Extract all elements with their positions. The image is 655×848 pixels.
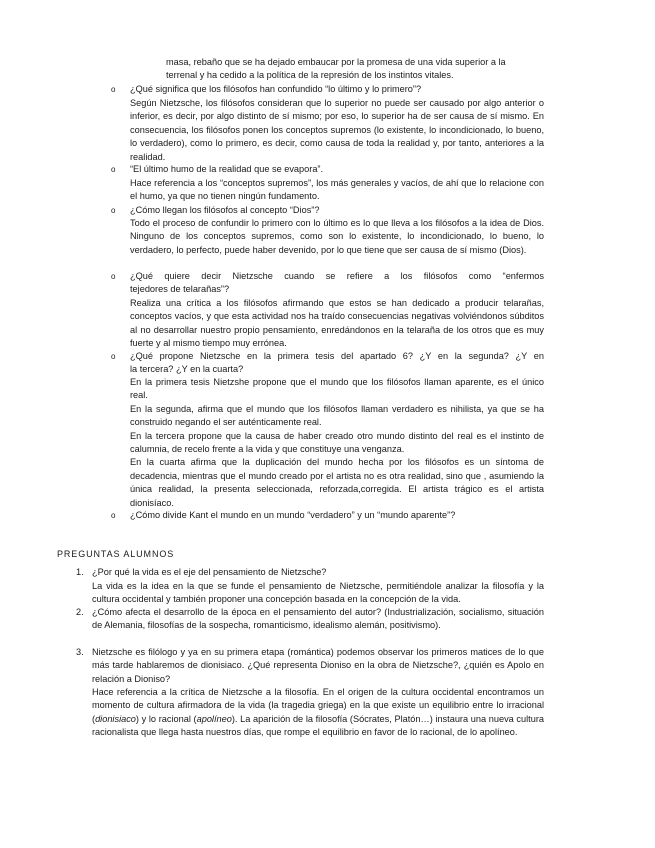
bullet-question: ¿Cómo llegan los filósofos al concepto “Dios”? [130,205,320,215]
bullet-question-line-1: ¿Qué quiere decir Nietzsche cuando se refiere a los filósofos como “enfermos [130,271,544,281]
bullet-marker: o [111,352,116,361]
answer-italic-term: dionisiaco [95,713,136,724]
numbered-question: ¿Por qué la vida es el eje del pensamiento de Nietzsche? [92,567,327,577]
list-number: 2. [76,607,84,617]
thesis-2-answer: En la segunda, afirma que el mundo que los filósofos llaman verdadero es nihilista, ya que se ha construido negando el ser auténticamente real. [130,403,544,428]
bullet-question-line-1: ¿Qué propone Nietzsche en la primera tesis del apartado 6? ¿Y en la segunda? ¿Y en [130,351,544,361]
numbered-question: Nietzsche es filólogo y ya en su primera etapa (romántica) podemos observar los primeros matices de lo que más tarde hablaremos de dionisiaco. ¿Qué representa Dioniso en la obra de Nietzsche?, ¿quién es Apolo en relación a Dioniso? [92,647,544,684]
thesis-1-answer: En la primera tesis Nietzshe propone que el mundo que los filósofos llaman aparente, es el único real. [130,377,544,401]
bullet-question: ¿Cómo divide Kant el mundo en un mundo “verdadero” y un “mundo aparente”? [130,510,456,520]
bullet-marker: o [111,272,116,281]
intro-line-1: masa, rebaño que se ha dejado embaucar por la promesa de una vida superior a la [166,57,506,67]
bullet-answer [130,376,544,510]
bullet-question: “El último humo de la realidad que se evapora”. [130,164,324,174]
answer-text: ). La aparición de la filosofía (Sócrates, Platón…) instaura una nueva cultura racionalista que llega hasta nuestros días, que rompe el equilibrio en favor de lo racional, de lo apolíneo. [92,713,544,738]
bullet-question-line-2: la tercera? ¿Y en la cuarta? [130,364,244,375]
thesis-3-answer: En la tercera propone que la causa de haber creado otro mundo distinto del real es el instinto de calumnia, de recelo frente a la vida y que constituye una venganza. [130,430,544,455]
bullet-marker: o [111,85,116,94]
bullet-question: ¿Qué significa que los filósofos han confundido “lo último y lo primero”? [130,84,422,94]
numbered-answer [92,686,544,740]
intro-paragraph [166,56,544,83]
bullet-marker: o [111,165,116,174]
bullet-question [130,270,544,297]
list-number: 1. [76,567,84,577]
answer-italic-term: apolíneo [196,713,232,724]
answer-text: Hace referencia a la crítica de Nietzsche a la filosofía. En el origen de la cultura occidental encontramos un momento de cultura afirmadora de la vida (la tragedia griega) en la que existe un equilibrio entre lo irracional ( [92,687,544,724]
section-title: PREGUNTAS ALUMNOS [57,549,175,559]
bullet-marker: o [111,206,116,215]
bullet-marker: o [111,511,116,520]
answer-text: ) y lo racional ( [135,713,197,724]
numbered-answer: La vida es la idea en la que se funde el pensamiento de Nietzsche, permitiéndole analizar la filosofía y la cultura occidental y también proponer una concepción basada en la concepción de la vida. [92,581,544,605]
bullet-answer: Según Nietzsche, los filósofos consideran que lo superior no puede ser causado por algo anterior o inferior, es decir, por algo distinto de sí mismo; por eso, lo superior ha de ser causa de sí mismo. En consecuencia, los filósofos ponen los conceptos supremos (lo existente, lo incondicionado, lo bueno, lo verdadero), como lo primero, es decir, como causa de toda la realidad y, por tanto, anteriores a la realidad. [130,98,544,162]
intro-line-2: terrenal y ha cedido a la política de la represión de los instintos vitales. [166,70,454,81]
bullet-answer: Hace referencia a los “conceptos supremos”, los más generales y vacíos, de ahí que lo relacione con el humo, ya que no tienen ningún fundamento. [130,178,544,202]
bullet-answer: Todo el proceso de confundir lo primero con lo último es lo que lleva a los filósofos a la idea de Dios. Ninguno de los conceptos supremos, como son lo existente, lo incondicionado, lo bueno, lo verdadero, lo perfecto, puede haber devenido, por lo que tiene que ser causa de sí mismo (Dios). [130,218,544,255]
bullet-question [130,350,544,377]
numbered-question: ¿Cómo afecta el desarrollo de la época en el pensamiento del autor? (Industrialización, socialismo, situación de Alemania, filosofías de la sospecha, romanticismo, idealismo alemán, positivismo). [92,607,544,631]
list-number: 3. [76,647,84,657]
bullet-answer: Realiza una crítica a los filósofos afirmando que estos se han dedicado a producir telarañas, conceptos vacíos, y que esta actividad nos ha traído consecuencias negativas volviéndonos súbditos al no desarrollar nuestro propio pensamiento, enredándonos en la telaraña de los otros que es muy fuerte y al mismo tiempo muy errónea. [130,298,544,349]
bullet-question-line-2: tejedores de telarañas”? [130,284,230,295]
thesis-4-answer: En la cuarta afirma que la duplicación del mundo hecha por los filósofos es un síntoma de decadencia, mientras que el mundo creado por el artista no es otra realidad, sino que , asumiendo la única realidad, la presenta seleccionada, reforzada,corregida. El artista trágico es el artista dionisíaco. [130,457,544,508]
